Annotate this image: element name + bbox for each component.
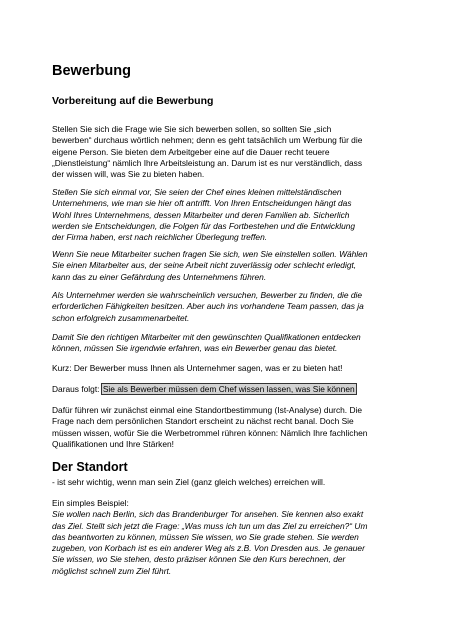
- paragraph-new-employees: [52, 249, 410, 283]
- text-line: zugeben, von Korbach ist es ein anderer Weg als z.B. Von Dresden aus. Je genauer: [52, 543, 365, 554]
- text-line: eigene Person. Sie bieten dem Arbeitgeber eine auf die Dauer recht teuere: [52, 146, 330, 157]
- example-lead: Ein simples Beispiel:: [52, 498, 129, 508]
- page-title: Bewerbung: [52, 63, 131, 79]
- text-line: Sie wollen nach Berlin, sich das Brandenburger Tor ansehen. Sie kennen also exakt: [52, 509, 364, 520]
- text-line: Wenn Sie neue Mitarbeiter suchen fragen Sie sich, wen Sie einstellen sollen. Wählen: [52, 249, 368, 259]
- paragraph-imagine-boss: [52, 187, 410, 243]
- text-line: Qualifikationen und Ihre Stärken!: [52, 438, 174, 449]
- text-line: Sie wissen, wo Sie stehen, desto präziser können Sie den Kurs berechnen, der: [52, 554, 346, 565]
- highlighted-text: Sie als Bewerber müssen dem Chef wissen lassen, was Sie können: [102, 384, 355, 394]
- text-line: Wohl Ihres Unternehmens, dessen Mitarbeiter und deren Familien ab. Sicherlich: [52, 209, 350, 220]
- text-line: Kurz: Der Bewerber muss Ihnen als Unternehmer sagen, was er zu bieten hat!: [52, 363, 343, 373]
- text-line: erforderlichen Fähigkeiten besitzen. Aber auch ins vorhandene Team passen, das ja: [52, 301, 364, 312]
- text-line: schon erfolgreich zusammenarbeitet.: [52, 312, 190, 323]
- paragraph-standort-intro: [52, 477, 410, 488]
- text-line: der wissen will, was Sie zu bieten haben.: [52, 169, 205, 180]
- paragraph-example: [52, 498, 410, 577]
- text-line: Stellen Sie sich einmal vor, Sie seien der Chef eines kleinen mittelständischen: [52, 187, 342, 197]
- text-line: können, müssen Sie irgendwie erfahren, was ein Bewerber genau das bietet.: [52, 343, 338, 354]
- paragraph-conclusion: [52, 384, 410, 395]
- text-line: - ist sehr wichtig, wenn man sein Ziel (ganz gleich welches) erreichen will.: [52, 477, 326, 487]
- paragraph-standort-analysis: [52, 405, 410, 450]
- text-line: Dafür führen wir zunächst einmal eine Standortbestimmung (Ist-Analyse) durch. Die: [52, 405, 363, 415]
- text-line: werden sie Entscheidungen, die Folgen für das Fortbestehen und die Entwicklung: [52, 220, 356, 231]
- text-line: das beantworten zu können, müssen Sie wissen, wo Sie grade stehen. Sie werden: [52, 531, 359, 542]
- text-line: Unternehmens, wie man sie hier oft antrifft. Von Ihren Entscheidungen hängt das: [52, 198, 352, 209]
- paragraph-summary: [52, 363, 410, 374]
- text-line: „Dienstleistung“ nämlich Ihre Arbeitsleistung an. Darum ist es nur verständlich, dass: [52, 157, 363, 168]
- text-line: Sie einen Mitarbeiter aus, der seine Arbeit nicht zuverlässig oder schlecht erledigt,: [52, 260, 357, 271]
- text-line: das Ziel. Stellt sich jetzt die Frage: „Was muss ich tun um das Ziel zu erreichen?“ Um: [52, 520, 368, 531]
- text-line: Frage nach dem persönlichen Standort erscheint zu nächst recht banal. Doch Sie: [52, 416, 354, 427]
- text-line: möglichst schnell zum Ziel führt.: [52, 565, 172, 576]
- paragraph-intro: [52, 124, 410, 180]
- text-line: bewerben“ durchaus wörtlich nehmen; denn es geht tatsächlich um Werbung für die: [52, 135, 363, 146]
- text-line: müssen wissen, wofür Sie die Werbetrommel rühren können: Nämlich Ihre fachlichen: [52, 427, 368, 438]
- section-heading-preparation: Vorbereitung auf die Bewerbung: [52, 95, 214, 107]
- text-line: Als Unternehmer werden sie wahrscheinlich versuchen, Bewerber zu finden, die die: [52, 290, 363, 300]
- text-line: kann das zu einer Gefährdung des Unternehmens führen.: [52, 271, 267, 282]
- paragraph-qualifications: [52, 332, 410, 355]
- conclusion-prefix: Daraus folgt:: [52, 384, 102, 394]
- paragraph-entrepreneur: [52, 290, 410, 324]
- section-heading-standort: Der Standort: [52, 460, 128, 474]
- text-line: Stellen Sie sich die Frage wie Sie sich bewerben sollen, so sollten Sie „sich: [52, 124, 332, 134]
- text-line: Damit Sie den richtigen Mitarbeiter mit den gewünschten Qualifikationen entdecken: [52, 332, 361, 342]
- text-line: der Firma haben, erst nach reichlicher Überlegung treffen.: [52, 232, 268, 243]
